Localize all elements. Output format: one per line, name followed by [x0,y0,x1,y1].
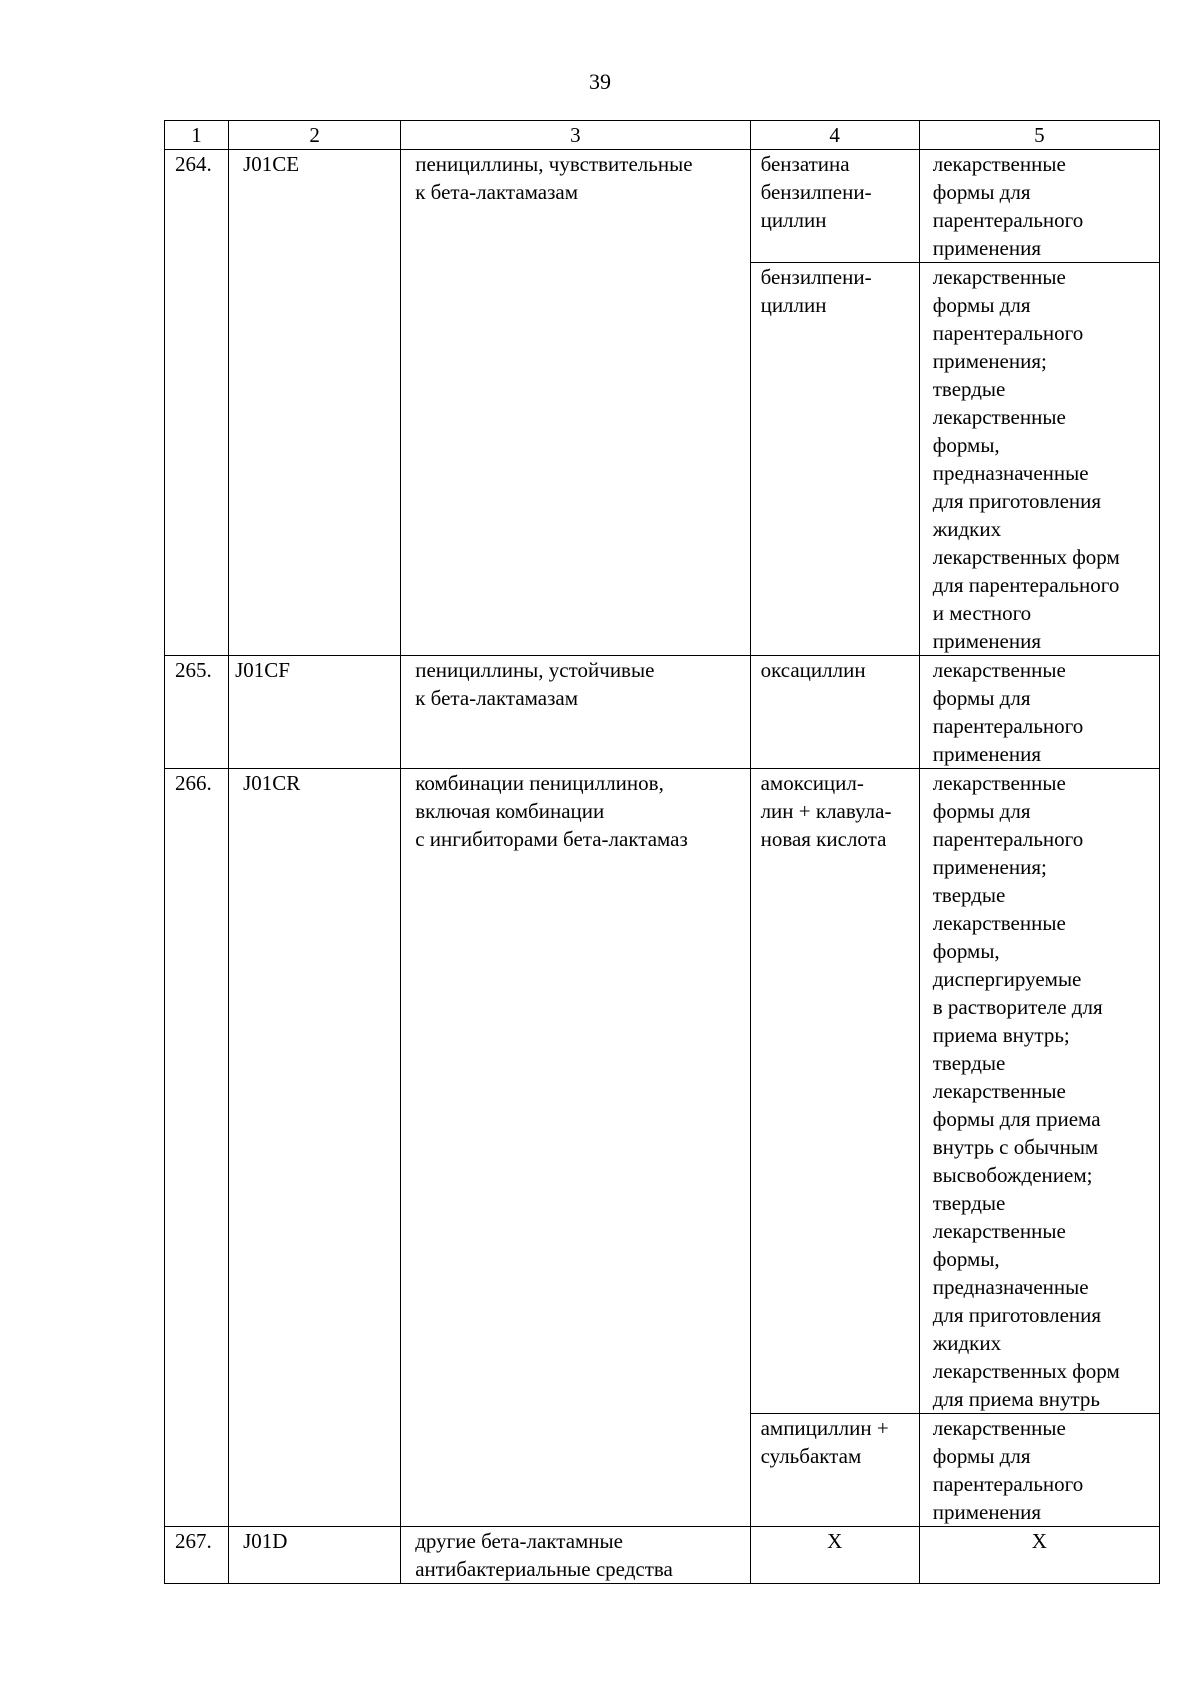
drug-table [164,120,1160,1584]
page-number: 39 [589,69,611,94]
column-header-1: 1 [165,121,229,150]
dosage-form: лекарственные формы для парентерального применения [919,1414,1159,1527]
drug-name: амоксицил- лин + клавула- новая кислота [750,769,919,1414]
dosage-form: лекарственные формы для парентерального применения; твердые лекарственные формы, диспергируемые в растворителе для приема внутрь; твердые лекарственные формы для приема внутрь с обычным высвобождением; твердые лекарственные формы, предназначенные для приготовления жидких лекарственных форм для приема внутрь [919,769,1159,1414]
pharmacological-group: пенициллины, чувствительные к бета-лактамазам [401,150,750,656]
atc-code: J01D [229,1527,401,1584]
drug-name: бензилпени- циллин [750,263,919,656]
row-number: 265. [165,656,229,769]
pharmacological-group: пенициллины, устойчивые к бета-лактамазам [401,656,750,769]
pharmacological-group: другие бета-лактамные антибактериальные средства [401,1527,750,1584]
column-header-5: 5 [919,121,1159,150]
column-header-3: 3 [401,121,750,150]
drug-name: ампициллин + сульбактам [750,1414,919,1527]
table-row [165,1527,1160,1584]
dosage-form: лекарственные формы для парентерального применения; твердые лекарственные формы, предназначенные для приготовления жидких лекарственных форм для парентерального и местного применения [919,263,1159,656]
table-row [165,656,1160,769]
atc-code: J01CR [229,769,401,1527]
drug-name: X [750,1527,919,1584]
table-header-row [165,121,1160,150]
dosage-form: X [919,1527,1159,1584]
column-header-2: 2 [229,121,401,150]
atc-code: J01CE [229,150,401,656]
row-number: 264. [165,150,229,656]
row-number: 267. [165,1527,229,1584]
dosage-form: лекарственные формы для парентерального применения [919,656,1159,769]
column-header-4: 4 [750,121,919,150]
pharmacological-group: комбинации пенициллинов, включая комбинации с ингибиторами бета-лактамаз [401,769,750,1527]
table-row [165,150,1160,263]
drug-name: бензатина бензилпени- циллин [750,150,919,263]
dosage-form: лекарственные формы для парентерального применения [919,150,1159,263]
drug-name: оксациллин [750,656,919,769]
row-number: 266. [165,769,229,1527]
atc-code: J01CF [229,656,401,769]
table-row [165,769,1160,1414]
